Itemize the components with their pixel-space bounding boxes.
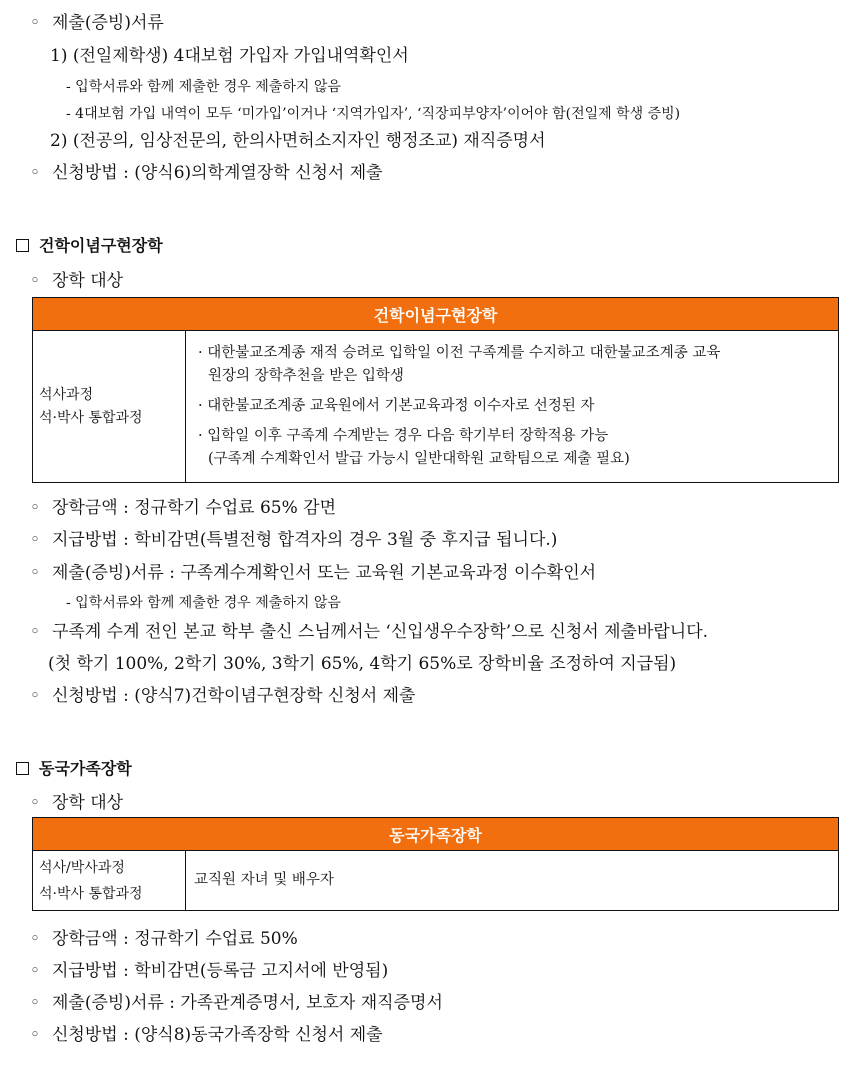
circle-bullet-icon: ◦: [30, 271, 41, 291]
amount-line-2: [30, 928, 298, 950]
checkbox-square-icon: [16, 239, 29, 252]
docs-heading-line: [30, 12, 164, 34]
docs-note: - 입학서류와 함께 제출한 경우 제출하지 않음: [66, 595, 341, 611]
docs-2: 제출(증빙)서류 : 가족관계증명서, 보호자 재직증명서: [52, 993, 443, 1013]
criteria-line-5: (구족계 수계확인서 발급 가능시 일반대학원 교학팀으로 제출 필요): [208, 451, 630, 467]
circle-bullet-icon: ◦: [30, 793, 41, 813]
circle-bullet-icon: ◦: [30, 498, 41, 518]
table-header: 건학이념구현장학: [33, 298, 839, 331]
doc-item-1-note-2: - 4대보험 가입 내역이 모두 ‘미가입’이거나 ‘지역가입자’, ‘직장피부양자’이어야 함(전일제 학생 증빙): [66, 106, 681, 122]
doc-item-2: 2) (전공의, 임상전문의, 한의사면허소지자인 행정조교) 재직증명서: [50, 131, 546, 151]
table-criteria-cell: [186, 331, 839, 483]
target-label-line-2: [30, 792, 123, 814]
circle-bullet-icon: ◦: [30, 961, 41, 981]
docs-heading: 제출(증빙)서류: [52, 13, 164, 33]
circle-bullet-icon: ◦: [30, 163, 41, 183]
target-label-2: 장학 대상: [52, 793, 124, 813]
table-header-2: 동국가족장학: [33, 818, 839, 851]
section-title-text: 건학이념구현장학: [39, 236, 163, 255]
apply-line-2: [30, 1024, 383, 1046]
circle-bullet-icon: ◦: [30, 622, 41, 642]
circle-bullet-icon: ◦: [30, 13, 41, 33]
scholarship-table-donguk: [32, 817, 839, 911]
docs: 제출(증빙)서류 : 구족계수계확인서 또는 교육원 기본교육과정 이수확인서: [52, 563, 597, 583]
payment: 지급방법 : 학비감면(특별전형 합격자의 경우 3월 중 후지급 됩니다.): [52, 530, 558, 550]
doc-item-1: 1) (전일제학생) 4대보험 가입자 가입내역확인서: [50, 46, 409, 66]
target-line-2: 석·박사 통합과정: [39, 409, 143, 426]
apply-2: 신청방법 : (양식8)동국가족장학 신청서 제출: [52, 1025, 383, 1045]
doc-item-1-note-1: - 입학서류와 함께 제출한 경우 제출하지 않음: [66, 79, 341, 95]
target-label-line: [30, 270, 123, 292]
section-title-geonhak: [16, 235, 163, 257]
section-title-text: 동국가족장학: [39, 759, 132, 778]
amount-line: [30, 497, 336, 519]
monk-note: 구족계 수계 전인 본교 학부 출신 스님께서는 ‘신입생우수장학’으로 신청서 제출바랍니다.: [52, 622, 709, 642]
checkbox-square-icon: [16, 762, 29, 775]
criteria-text: 교직원 자녀 및 배우자: [194, 872, 334, 888]
table-criteria-cell-2: [186, 851, 839, 911]
amount: 장학금액 : 정규학기 수업료 65% 감면: [52, 498, 337, 518]
target-line-1: 석사/박사과정: [39, 859, 125, 876]
circle-bullet-icon: ◦: [30, 686, 41, 706]
monk-note-line: [30, 621, 708, 643]
circle-bullet-icon: ◦: [30, 929, 41, 949]
circle-bullet-icon: ◦: [30, 993, 41, 1013]
table-target-cell: [33, 331, 186, 483]
table-target-cell-2: [33, 851, 186, 911]
payment-line: [30, 529, 557, 551]
target-label: 장학 대상: [52, 271, 124, 291]
circle-bullet-icon: ◦: [30, 1025, 41, 1045]
monk-note-2: (첫 학기 100%, 2학기 30%, 3학기 65%, 4학기 65%로 장학비율 조정하여 지급됨): [48, 654, 677, 674]
target-line-1: 석사과정: [39, 386, 94, 403]
payment-line-2: [30, 960, 388, 982]
amount-2: 장학금액 : 정규학기 수업료 50%: [52, 929, 298, 949]
apply: 신청방법 : (양식7)건학이념구현장학 신청서 제출: [52, 686, 416, 706]
docs-line: [30, 562, 596, 584]
scholarship-table-geonhak: [32, 297, 839, 483]
apply-method: 신청방법 : (양식6)의학계열장학 신청서 제출: [52, 163, 383, 183]
apply-line: [30, 685, 415, 707]
criteria-line-4: · 입학일 이후 구족계 수계받는 경우 다음 학기부터 장학적용 가능: [198, 428, 609, 444]
docs-line-2: [30, 992, 443, 1014]
criteria-line-3: · 대한불교조계종 교육원에서 기본교육과정 이수자로 선정된 자: [198, 398, 595, 414]
apply-method-line: [30, 162, 383, 184]
circle-bullet-icon: ◦: [30, 530, 41, 550]
payment-2: 지급방법 : 학비감면(등록금 고지서에 반영됨): [52, 961, 389, 981]
criteria-line-1: · 대한불교조계종 재적 승려로 입학일 이전 구족계를 수지하고 대한불교조계종 교육: [198, 345, 721, 361]
circle-bullet-icon: ◦: [30, 563, 41, 583]
section-title-donguk: [16, 758, 132, 780]
criteria-line-2: 원장의 장학추천을 받은 입학생: [208, 368, 404, 384]
target-line-2: 석·박사 통합과정: [39, 885, 143, 902]
